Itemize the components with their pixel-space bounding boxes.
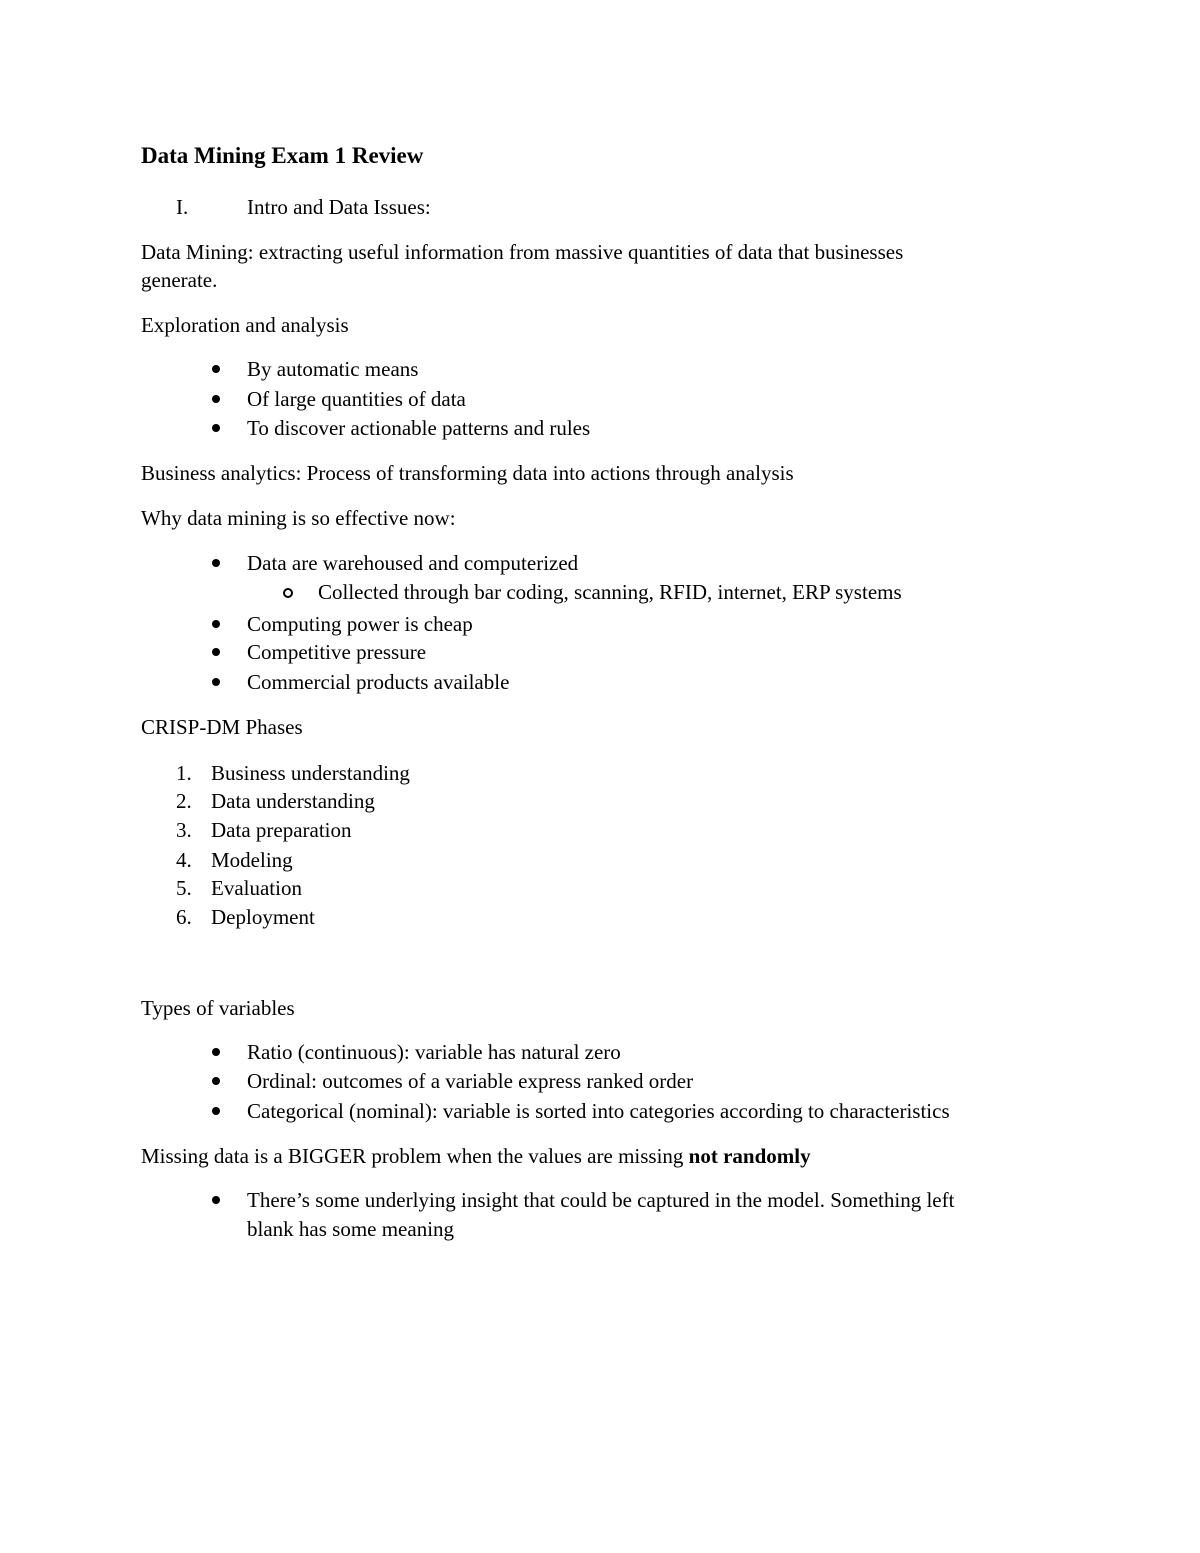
- list-number: 1.: [176, 761, 192, 785]
- variables-heading: Types of variables: [141, 996, 295, 1020]
- bullet-icon: [212, 424, 220, 432]
- definition-line-2: generate.: [141, 268, 218, 292]
- bullet-icon: [212, 1048, 220, 1056]
- list-item: Commercial products available: [247, 670, 510, 694]
- section-heading: Intro and Data Issues:: [247, 195, 431, 219]
- list-item: Deployment: [211, 905, 315, 929]
- list-item: Ordinal: outcomes of a variable express ranked order: [247, 1069, 694, 1093]
- list-item: Evaluation: [211, 876, 302, 900]
- list-item: Computing power is cheap: [247, 612, 473, 636]
- hollow-bullet-icon: [283, 588, 293, 598]
- section-numeral: I.: [176, 195, 189, 219]
- list-number: 6.: [176, 905, 192, 929]
- list-number: 5.: [176, 876, 192, 900]
- bullet-icon: [212, 1077, 220, 1085]
- list-item: Business understanding: [211, 761, 410, 785]
- list-number: 4.: [176, 848, 192, 872]
- bullet-icon: [212, 678, 220, 686]
- list-item: Categorical (nominal): variable is sorted into categories according to characteristics: [247, 1099, 950, 1123]
- list-item: By automatic means: [247, 357, 419, 381]
- document-title: Data Mining Exam 1 Review: [141, 143, 424, 168]
- missing-data-emphasis: not randomly: [688, 1144, 811, 1168]
- crisp-heading: CRISP-DM Phases: [141, 715, 303, 739]
- list-number: 2.: [176, 789, 192, 813]
- list-item: Data understanding: [211, 789, 375, 813]
- list-item: Data are warehoused and computerized: [247, 551, 579, 575]
- why-heading: Why data mining is so effective now:: [141, 506, 456, 530]
- bullet-icon: [212, 395, 220, 403]
- bullet-icon: [212, 1107, 220, 1115]
- bullet-icon: [212, 559, 220, 567]
- list-item: Data preparation: [211, 818, 352, 842]
- list-item: Ratio (continuous): variable has natural zero: [247, 1040, 621, 1064]
- bullet-icon: [212, 365, 220, 373]
- business-analytics-paragraph: Business analytics: Process of transforming data into actions through analysis: [141, 461, 794, 485]
- list-item: Competitive pressure: [247, 640, 427, 664]
- list-number: 3.: [176, 818, 192, 842]
- list-item: Of large quantities of data: [247, 387, 466, 411]
- bullet-icon: [212, 648, 220, 656]
- list-item: To discover actionable patterns and rules: [247, 416, 591, 440]
- list-item-line-1: There’s some underlying insight that could be captured in the model. Something left: [247, 1188, 955, 1212]
- list-item-line-2: blank has some meaning: [247, 1217, 455, 1241]
- missing-data-paragraph: [141, 1142, 811, 1170]
- bullet-icon: [212, 620, 220, 628]
- exploration-heading: Exploration and analysis: [141, 313, 349, 337]
- bullet-icon: [212, 1196, 220, 1204]
- list-item: Modeling: [211, 848, 293, 872]
- sub-list-item: Collected through bar coding, scanning, RFID, internet, ERP systems: [318, 580, 902, 604]
- missing-data-text: Missing data is a BIGGER problem when the values are missing: [141, 1144, 689, 1168]
- definition-line-1: Data Mining: extracting useful information from massive quantities of data that businesses: [141, 240, 904, 264]
